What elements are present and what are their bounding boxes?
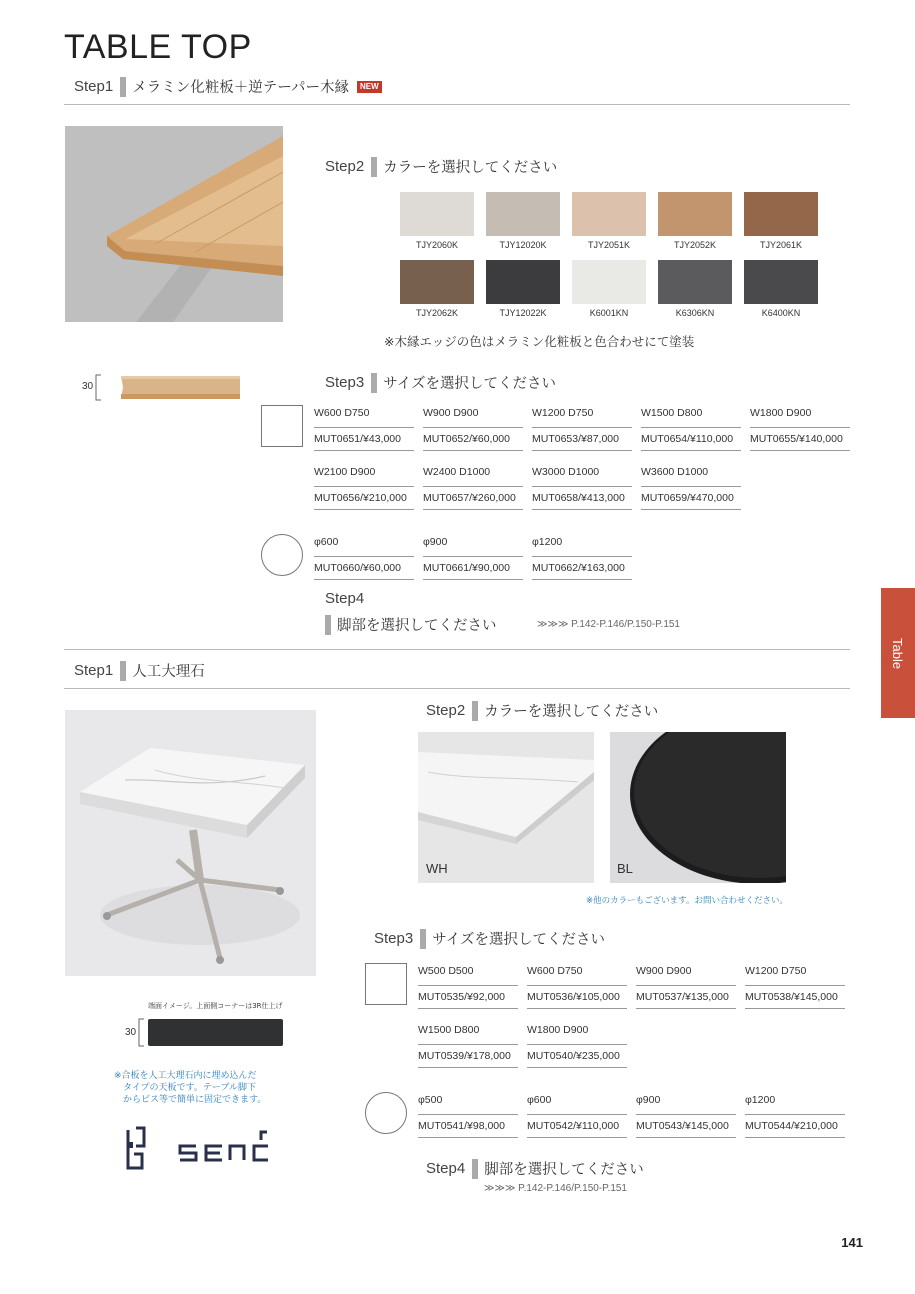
plywood-note-line: からビス等で簡単に固定できます。 — [123, 1095, 267, 1105]
size-option[interactable] — [532, 464, 632, 510]
other-colors-note: ※他のカラーもございます。お問い合わせください。 — [586, 896, 788, 906]
size-price: MUT0543/¥145,000 — [636, 1115, 736, 1138]
size-option[interactable] — [418, 1092, 518, 1138]
size-price: MUT0657/¥260,000 — [423, 487, 523, 510]
plywood-note-line: ※合板を人工大理石内に埋め込んだ — [114, 1071, 257, 1081]
swatch-label: TJY12022K — [499, 308, 547, 318]
size-option[interactable] — [532, 534, 632, 580]
size-option[interactable] — [314, 534, 414, 580]
color-swatch — [400, 192, 474, 236]
step-label: Step2 — [325, 158, 365, 175]
side-tab-table[interactable] — [881, 588, 915, 718]
page-number: 141 — [841, 1235, 863, 1250]
swatch-k6306kn[interactable] — [658, 260, 732, 318]
size-price: MUT0540/¥235,000 — [527, 1045, 627, 1068]
size-option[interactable] — [641, 405, 741, 451]
size-price: MUT0660/¥60,000 — [314, 557, 414, 580]
color-swatch — [486, 260, 560, 304]
size-price: MUT0662/¥163,000 — [532, 557, 632, 580]
size-dim: φ600 — [314, 534, 414, 557]
color-option-bl[interactable] — [610, 732, 786, 883]
color-swatch — [658, 260, 732, 304]
size-option[interactable] — [314, 405, 414, 451]
step-bar — [120, 661, 126, 681]
step-text: カラーを選択してください — [383, 160, 558, 176]
swatch-tjy2061k[interactable] — [744, 192, 818, 250]
size-dim: W2400 D1000 — [423, 464, 523, 487]
swatch-label: TJY2052K — [673, 240, 717, 250]
size-option[interactable] — [532, 405, 632, 451]
size-dim: φ900 — [423, 534, 523, 557]
size-dim: φ500 — [418, 1092, 518, 1115]
round-shape-icon — [365, 1092, 407, 1134]
leg-page-reference[interactable]: ≫≫≫ P.142-P.146/P.150-P.151 — [484, 1183, 627, 1194]
size-price: MUT0539/¥178,000 — [418, 1045, 518, 1068]
size-price: MUT0538/¥145,000 — [745, 986, 845, 1009]
color-swatch — [572, 260, 646, 304]
step-text: サイズを選択してください — [383, 376, 557, 392]
size-price: MUT0536/¥105,000 — [527, 986, 627, 1009]
plywood-note — [114, 1070, 266, 1106]
step-label: Step1 — [74, 662, 114, 679]
square-shape-icon — [261, 405, 303, 447]
size-option[interactable] — [423, 405, 523, 451]
step-text: 脚部を選択してください — [484, 1162, 644, 1178]
size-dim: W2100 D900 — [314, 464, 414, 487]
swatch-label: TJY2060K — [415, 240, 459, 250]
size-option[interactable] — [527, 1022, 627, 1068]
s1-step4-heading — [318, 614, 497, 635]
size-option[interactable] — [636, 1092, 736, 1138]
s1-step3-heading — [325, 372, 556, 393]
swatch-label: K6001KN — [589, 308, 629, 318]
size-price: MUT0542/¥110,000 — [527, 1115, 627, 1138]
size-dim: φ600 — [527, 1092, 627, 1115]
plywood-note-line: タイプの天板です。テーブル脚下 — [123, 1083, 257, 1093]
thickness-label: 30 — [82, 381, 94, 392]
divider — [64, 649, 850, 650]
swatch-label: K6306KN — [675, 308, 715, 318]
thickness-label: 30 — [125, 1027, 137, 1038]
step-text: 人工大理石 — [132, 664, 205, 680]
size-dim: W1500 D800 — [641, 405, 741, 428]
color-swatch — [486, 192, 560, 236]
wood-edge-diagram — [95, 373, 245, 403]
marble-edge-diagram — [138, 1018, 286, 1048]
size-dim: W1800 D900 — [527, 1022, 627, 1045]
step-text: カラーを選択してください — [484, 704, 659, 720]
size-option[interactable] — [636, 963, 736, 1009]
swatch-tjy2052k[interactable] — [658, 192, 732, 250]
size-dim: W600 D750 — [314, 405, 414, 428]
s1-step2-heading — [325, 156, 557, 177]
edge-color-note: ※木縁エッジの色はメラミン化粧板と色合わせにて塗装 — [384, 334, 695, 349]
senc-logo — [124, 1124, 274, 1172]
size-option[interactable] — [527, 1092, 627, 1138]
step-bar — [371, 373, 377, 393]
color-label-bl: BL — [617, 861, 633, 876]
step-bar — [325, 615, 331, 635]
size-dim: W900 D900 — [423, 405, 523, 428]
swatch-label: TJY2051K — [587, 240, 631, 250]
step-label: Step2 — [426, 702, 466, 719]
size-dim: W600 D750 — [527, 963, 627, 986]
size-price: MUT0656/¥210,000 — [314, 487, 414, 510]
step-text: サイズを選択してください — [432, 932, 606, 948]
size-dim: W1200 D750 — [532, 405, 632, 428]
size-dim: φ900 — [636, 1092, 736, 1115]
size-price: MUT0541/¥98,000 — [418, 1115, 518, 1138]
swatch-tjy2051k[interactable] — [572, 192, 646, 250]
swatch-tjy2062k[interactable] — [400, 260, 474, 318]
step-bar — [472, 1159, 478, 1179]
color-swatch — [744, 260, 818, 304]
size-option[interactable] — [745, 963, 845, 1009]
step-text: メラミン化粧板＋逆テーパー木縁 — [132, 80, 349, 96]
new-badge: NEW — [357, 81, 382, 93]
size-price: MUT0544/¥210,000 — [745, 1115, 845, 1138]
color-swatch — [400, 260, 474, 304]
step-label: Step4 — [426, 1160, 466, 1177]
edge-caption: 端面イメージ。上面側コーナーは3R仕上げ — [148, 1002, 283, 1010]
size-price: MUT0659/¥470,000 — [641, 487, 741, 510]
size-dim: W900 D900 — [636, 963, 736, 986]
s1-step4-label: Step4 — [325, 590, 365, 607]
size-price: MUT0535/¥92,000 — [418, 986, 518, 1009]
size-option[interactable] — [423, 534, 523, 580]
size-option[interactable] — [418, 963, 518, 1009]
wood-tabletop-photo — [65, 126, 283, 322]
size-price: MUT0653/¥87,000 — [532, 428, 632, 451]
divider — [64, 688, 850, 689]
step-label: Step3 — [374, 930, 414, 947]
swatch-label: TJY12020K — [499, 240, 547, 250]
s2-step3-heading — [374, 928, 605, 949]
side-tab-label: Table — [890, 638, 905, 670]
swatch-label: TJY2061K — [759, 240, 803, 250]
s2-step4-heading — [426, 1158, 644, 1179]
size-dim: φ1200 — [532, 534, 632, 557]
size-option[interactable] — [745, 1092, 845, 1138]
size-option[interactable] — [750, 405, 850, 451]
swatch-k6001kn[interactable] — [572, 260, 646, 318]
size-dim: W1200 D750 — [745, 963, 845, 986]
swatch-tjy2060k[interactable] — [400, 192, 474, 250]
size-price: MUT0652/¥60,000 — [423, 428, 523, 451]
size-option[interactable] — [527, 963, 627, 1009]
size-option[interactable] — [641, 464, 741, 510]
swatch-tjy12020k[interactable] — [486, 192, 560, 250]
round-shape-icon — [261, 534, 303, 576]
divider — [64, 104, 850, 105]
swatch-tjy12022k[interactable] — [486, 260, 560, 318]
square-shape-icon — [365, 963, 407, 1005]
size-price: MUT0655/¥140,000 — [750, 428, 850, 451]
size-dim: W3000 D1000 — [532, 464, 632, 487]
step-label: Step1 — [74, 78, 114, 95]
size-dim: W1500 D800 — [418, 1022, 518, 1045]
size-price: MUT0658/¥413,000 — [532, 487, 632, 510]
step-bar — [371, 157, 377, 177]
size-price: MUT0654/¥110,000 — [641, 428, 741, 451]
step-label: Step3 — [325, 374, 365, 391]
step-bar — [420, 929, 426, 949]
swatch-label: K6400KN — [761, 308, 801, 318]
size-option[interactable] — [418, 1022, 518, 1068]
size-price: MUT0661/¥90,000 — [423, 557, 523, 580]
s2-step2-heading — [426, 700, 658, 721]
size-option[interactable] — [423, 464, 523, 510]
size-dim: W500 D500 — [418, 963, 518, 986]
s1-step1-heading — [74, 76, 382, 97]
page-title: TABLE TOP — [64, 28, 252, 66]
s2-step1-heading — [74, 660, 205, 681]
size-dim: W1800 D900 — [750, 405, 850, 428]
swatch-k6400kn[interactable] — [744, 260, 818, 318]
size-price: MUT0537/¥135,000 — [636, 986, 736, 1009]
color-swatch — [744, 192, 818, 236]
step-bar — [120, 77, 126, 97]
size-dim: φ1200 — [745, 1092, 845, 1115]
size-price: MUT0651/¥43,000 — [314, 428, 414, 451]
color-swatch — [658, 192, 732, 236]
size-option[interactable] — [314, 464, 414, 510]
color-label-wh: WH — [426, 861, 448, 876]
size-dim: W3600 D1000 — [641, 464, 741, 487]
swatch-label: TJY2062K — [415, 308, 459, 318]
step-bar — [472, 701, 478, 721]
color-swatch — [572, 192, 646, 236]
leg-page-reference[interactable]: ≫≫≫ P.142-P.146/P.150-P.151 — [537, 619, 680, 630]
marble-table-photo — [65, 710, 316, 976]
step-text: 脚部を選択してください — [337, 618, 497, 634]
